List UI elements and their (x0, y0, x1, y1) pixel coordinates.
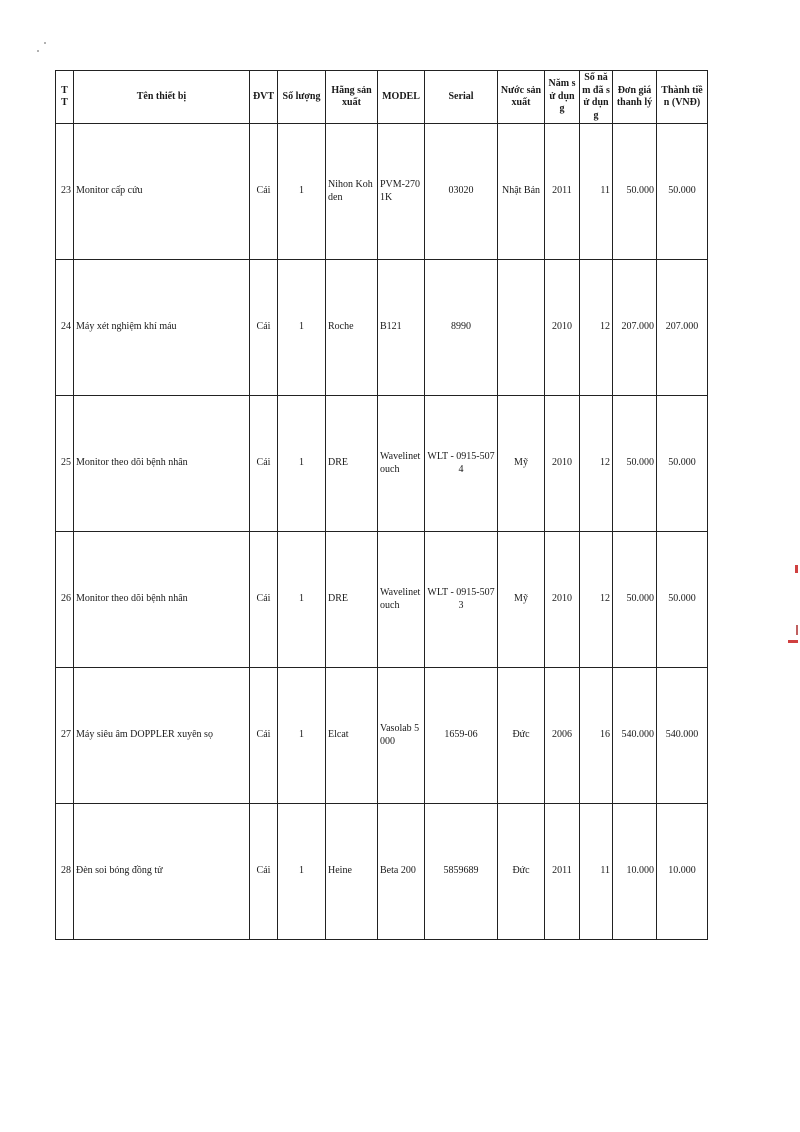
header-year: Năm sử dụng (545, 71, 580, 124)
scan-edge-mark (788, 640, 798, 643)
cell-name: Đèn soi bóng đồng tử (74, 804, 250, 940)
cell-model: Vasolab 5000 (378, 668, 425, 804)
cell-country: Đức (498, 668, 545, 804)
header-qty: Số lượng (278, 71, 326, 124)
cell-name: Monitor theo dõi bệnh nhân (74, 396, 250, 532)
table-row (56, 668, 708, 804)
cell-total: 50.000 (657, 396, 708, 532)
cell-qty: 1 (278, 532, 326, 668)
cell-total: 10.000 (657, 804, 708, 940)
header-maker: Hãng sản xuất (326, 71, 378, 124)
cell-qty: 1 (278, 396, 326, 532)
cell-price: 50.000 (613, 396, 657, 532)
cell-maker: Nihon Kohden (326, 124, 378, 260)
cell-country: Nhật Bản (498, 124, 545, 260)
cell-serial: 5859689 (425, 804, 498, 940)
cell-used: 11 (580, 804, 613, 940)
header-unit: ĐVT (250, 71, 278, 124)
table-row (56, 396, 708, 532)
cell-serial: WLT - 0915-5073 (425, 532, 498, 668)
cell-country (498, 260, 545, 396)
header-total: Thành tiền (VNĐ) (657, 71, 708, 124)
cell-name: Monitor cấp cứu (74, 124, 250, 260)
equipment-table (55, 70, 708, 940)
cell-year: 2011 (545, 804, 580, 940)
cell-used: 16 (580, 668, 613, 804)
cell-total: 50.000 (657, 532, 708, 668)
cell-serial: 03020 (425, 124, 498, 260)
cell-total: 540.000 (657, 668, 708, 804)
cell-used: 12 (580, 396, 613, 532)
cell-maker: Roche (326, 260, 378, 396)
header-used: Số năm đã sử dụng (580, 71, 613, 124)
cell-qty: 1 (278, 668, 326, 804)
cell-unit: Cái (250, 532, 278, 668)
cell-price: 50.000 (613, 124, 657, 260)
header-price: Đơn giá thanh lý (613, 71, 657, 124)
cell-serial: WLT - 0915-5074 (425, 396, 498, 532)
header-country: Nước sản xuất (498, 71, 545, 124)
table-row (56, 532, 708, 668)
cell-maker: DRE (326, 532, 378, 668)
cell-name: Monitor theo dõi bệnh nhân (74, 532, 250, 668)
cell-qty: 1 (278, 260, 326, 396)
header-tt: T T (56, 71, 74, 124)
cell-unit: Cái (250, 804, 278, 940)
cell-price: 10.000 (613, 804, 657, 940)
cell-qty: 1 (278, 124, 326, 260)
cell-price: 207.000 (613, 260, 657, 396)
table-header-row (56, 71, 708, 124)
cell-maker: Heine (326, 804, 378, 940)
scan-speck (37, 50, 39, 52)
header-name: Tên thiết bị (74, 71, 250, 124)
scan-edge-mark (795, 565, 798, 573)
cell-total: 207.000 (657, 260, 708, 396)
cell-year: 2011 (545, 124, 580, 260)
cell-name: Máy xét nghiệm khí máu (74, 260, 250, 396)
table-row (56, 804, 708, 940)
cell-model: Wavelinetouch (378, 396, 425, 532)
cell-year: 2006 (545, 668, 580, 804)
cell-unit: Cái (250, 260, 278, 396)
table-row (56, 124, 708, 260)
cell-unit: Cái (250, 124, 278, 260)
cell-tt: 24 (56, 260, 74, 396)
cell-serial: 8990 (425, 260, 498, 396)
cell-model: PVM-2701K (378, 124, 425, 260)
cell-maker: DRE (326, 396, 378, 532)
header-model: MODEL (378, 71, 425, 124)
cell-tt: 27 (56, 668, 74, 804)
cell-country: Mỹ (498, 532, 545, 668)
cell-country: Mỹ (498, 396, 545, 532)
cell-model: Beta 200 (378, 804, 425, 940)
cell-tt: 28 (56, 804, 74, 940)
cell-tt: 23 (56, 124, 74, 260)
cell-maker: Elcat (326, 668, 378, 804)
cell-price: 50.000 (613, 532, 657, 668)
cell-unit: Cái (250, 396, 278, 532)
cell-used: 12 (580, 260, 613, 396)
cell-model: Wavelinetouch (378, 532, 425, 668)
scan-edge-mark (796, 625, 798, 635)
cell-name: Máy siêu âm DOPPLER xuyên sọ (74, 668, 250, 804)
cell-serial: 1659-06 (425, 668, 498, 804)
cell-year: 2010 (545, 532, 580, 668)
document-page (55, 70, 707, 930)
cell-price: 540.000 (613, 668, 657, 804)
cell-country: Đức (498, 804, 545, 940)
cell-year: 2010 (545, 396, 580, 532)
cell-qty: 1 (278, 804, 326, 940)
cell-model: B121 (378, 260, 425, 396)
cell-total: 50.000 (657, 124, 708, 260)
cell-tt: 26 (56, 532, 74, 668)
scan-speck (44, 42, 46, 44)
cell-year: 2010 (545, 260, 580, 396)
header-serial: Serial (425, 71, 498, 124)
table-row (56, 260, 708, 396)
cell-used: 12 (580, 532, 613, 668)
cell-used: 11 (580, 124, 613, 260)
cell-tt: 25 (56, 396, 74, 532)
cell-unit: Cái (250, 668, 278, 804)
